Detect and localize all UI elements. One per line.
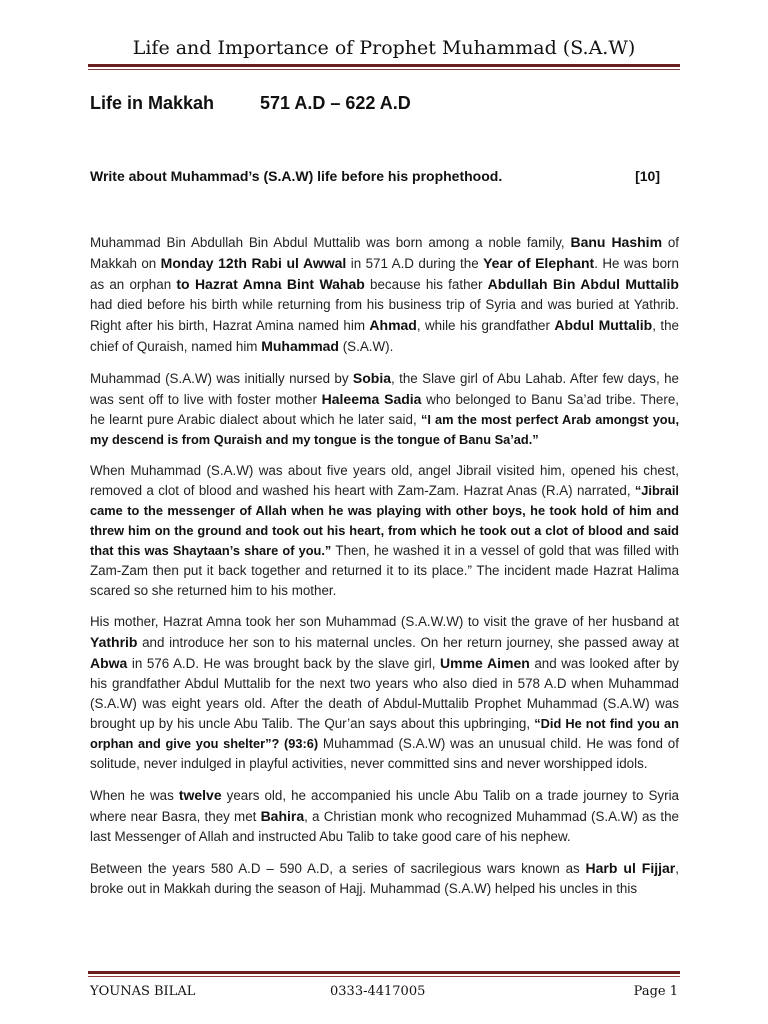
- paragraph-text: and introduce her son to his maternal uncles. On her return journey, she passed away at: [137, 635, 679, 650]
- footer-author: YOUNAS BILAL: [90, 984, 196, 999]
- paragraph-text: Muhammad (S.A.W) was initially nursed by: [90, 371, 353, 386]
- paragraph-text: Then, he washed it in a vessel of gold that was filled with Zam-Zam then put it back together and returned it to its place.” The incident made Hazrat Halima scared so she returned him to his mother.: [90, 543, 679, 598]
- paragraph-text: years old, he accompanied his uncle Abu Talib on a trade journey to Syria where near Basra, they met: [90, 788, 679, 824]
- paragraph-text: , a Christian monk who recognized Muhammad (S.A.W) as the last Messenger of Allah and instructed Abu Talib to take good care of his nephew.: [90, 809, 679, 844]
- paragraph: [90, 368, 679, 450]
- header-rule-thin: [88, 69, 680, 70]
- paragraph-text: Muhammad Bin Abdullah Bin Abdul Muttalib was born among a noble family,: [90, 235, 571, 250]
- footer-page-number: Page 1: [633, 984, 678, 999]
- page-header-title: Life and Importance of Prophet Muhammad (S.A.W): [132, 37, 636, 59]
- section-heading: [90, 93, 411, 114]
- emphasis-text: Yathrib: [90, 634, 138, 650]
- emphasis-text: Harb ul Fijjar: [585, 860, 676, 876]
- emphasis-text: “Jibrail came to the messenger of Allah when he was playing with other boys, he took hold of him and threw him on the ground and took out his heart, from which he took out a clot of blood and said that this was Shaytaan’s share of you.”: [90, 483, 679, 558]
- paragraph-text: in 571 A.D during the: [346, 256, 484, 271]
- emphasis-text: Muhammad: [261, 338, 339, 354]
- emphasis-text: Haleema Sadia: [321, 391, 422, 407]
- paragraph-text: , the chief of Quraish, named him: [90, 318, 679, 354]
- paragraph-text: who belonged to Banu Sa’ad tribe. There, he learnt pure Arabic dialect about which he later said,: [90, 392, 679, 427]
- paragraph: [90, 785, 679, 847]
- footer-rule: [88, 971, 680, 974]
- emphasis-text: Abdul Muttalib: [554, 317, 653, 333]
- paragraph-text: , broke out in Makkah during the season of Hajj. Muhammad (S.A.W) helped his uncles in this: [90, 861, 679, 896]
- header-rule: [88, 64, 680, 67]
- paragraph: [90, 461, 679, 601]
- paragraph: [90, 232, 679, 357]
- paragraph-text: When he was: [90, 788, 179, 803]
- paragraph: [90, 858, 679, 899]
- paragraph: [90, 612, 679, 774]
- body-text: [90, 232, 679, 910]
- footer-phone: 0333-4417005: [330, 984, 426, 999]
- footer-rule-thin: [88, 976, 680, 977]
- emphasis-text: Abdullah Bin Abdul Muttalib: [487, 276, 679, 292]
- emphasis-text: Abwa: [90, 655, 128, 671]
- paragraph-text: because his father: [364, 277, 488, 292]
- emphasis-text: Monday 12th Rabi ul Awwal: [160, 255, 347, 271]
- paragraph-text: had died before his birth while returning from his business trip of Syria and was buried at Yathrib. Right after his birth, Hazrat Amina named him: [90, 297, 679, 333]
- emphasis-text: Year of Elephant: [483, 255, 595, 271]
- paragraph-text: Muhammad (S.A.W) was an unusual child. He was fond of solitude, never indulged in playful activities, never committed sins and never worshipped idols.: [90, 736, 679, 771]
- question: [90, 168, 660, 184]
- section-period: 571 A.D – 622 A.D: [260, 93, 411, 113]
- paragraph-text: Between the years 580 A.D – 590 A.D, a series of sacrilegious wars known as: [90, 861, 586, 876]
- paragraph-text: and was looked after by his grandfather Abdul Muttalib for the next two years who also died in 578 A.D when Muhammad (S.A.W) was eight years old. After the death of Abdul-Muttalib Prophet Muhammad (S.A.W) was brought up by his uncle Abu Talib. The Qur’an says about this upbringing,: [90, 656, 680, 731]
- emphasis-text: twelve: [178, 787, 222, 803]
- paragraph-text: His mother, Hazrat Amna took her son Muhammad (S.A.W.W) to visit the grave of her husband at: [90, 614, 679, 629]
- paragraph-text: (S.A.W).: [338, 339, 394, 354]
- emphasis-text: “Did He not find you an orphan and give you shelter”? (93:6): [90, 716, 679, 751]
- paragraph-text: in 576 A.D. He was brought back by the slave girl,: [127, 656, 441, 671]
- paragraph-text: of Makkah on: [90, 235, 679, 271]
- emphasis-text: “I am the most perfect Arab amongst you, my descend is from Quraish and my tongue is the tongue of Banu Sa’ad.”: [90, 412, 679, 447]
- emphasis-text: Umme Aimen: [440, 655, 530, 671]
- question-marks: [10]: [635, 168, 660, 184]
- paragraph-text: When Muhammad (S.A.W) was about five years old, angel Jibrail visited him, opened his chest, removed a clot of blood and washed his heart with Zam-Zam. Hazrat Anas (R.A) narrated,: [90, 463, 679, 498]
- question-text: Write about Muhammad’s (S.A.W) life before his prophethood.: [90, 168, 503, 184]
- section-title: Life in Makkah: [90, 93, 215, 113]
- emphasis-text: Banu Hashim: [570, 234, 663, 250]
- emphasis-text: to Hazrat Amna Bint Wahab: [176, 276, 365, 292]
- paragraph-text: , while his grandfather: [416, 318, 555, 333]
- emphasis-text: Ahmad: [369, 317, 417, 333]
- paragraph-text: . He was born as an orphan: [90, 256, 679, 292]
- paragraph-text: , the Slave girl of Abu Lahab. After few days, he was sent off to live with foster mother: [90, 371, 679, 407]
- emphasis-text: Sobia: [352, 370, 392, 386]
- emphasis-text: Bahira: [260, 808, 305, 824]
